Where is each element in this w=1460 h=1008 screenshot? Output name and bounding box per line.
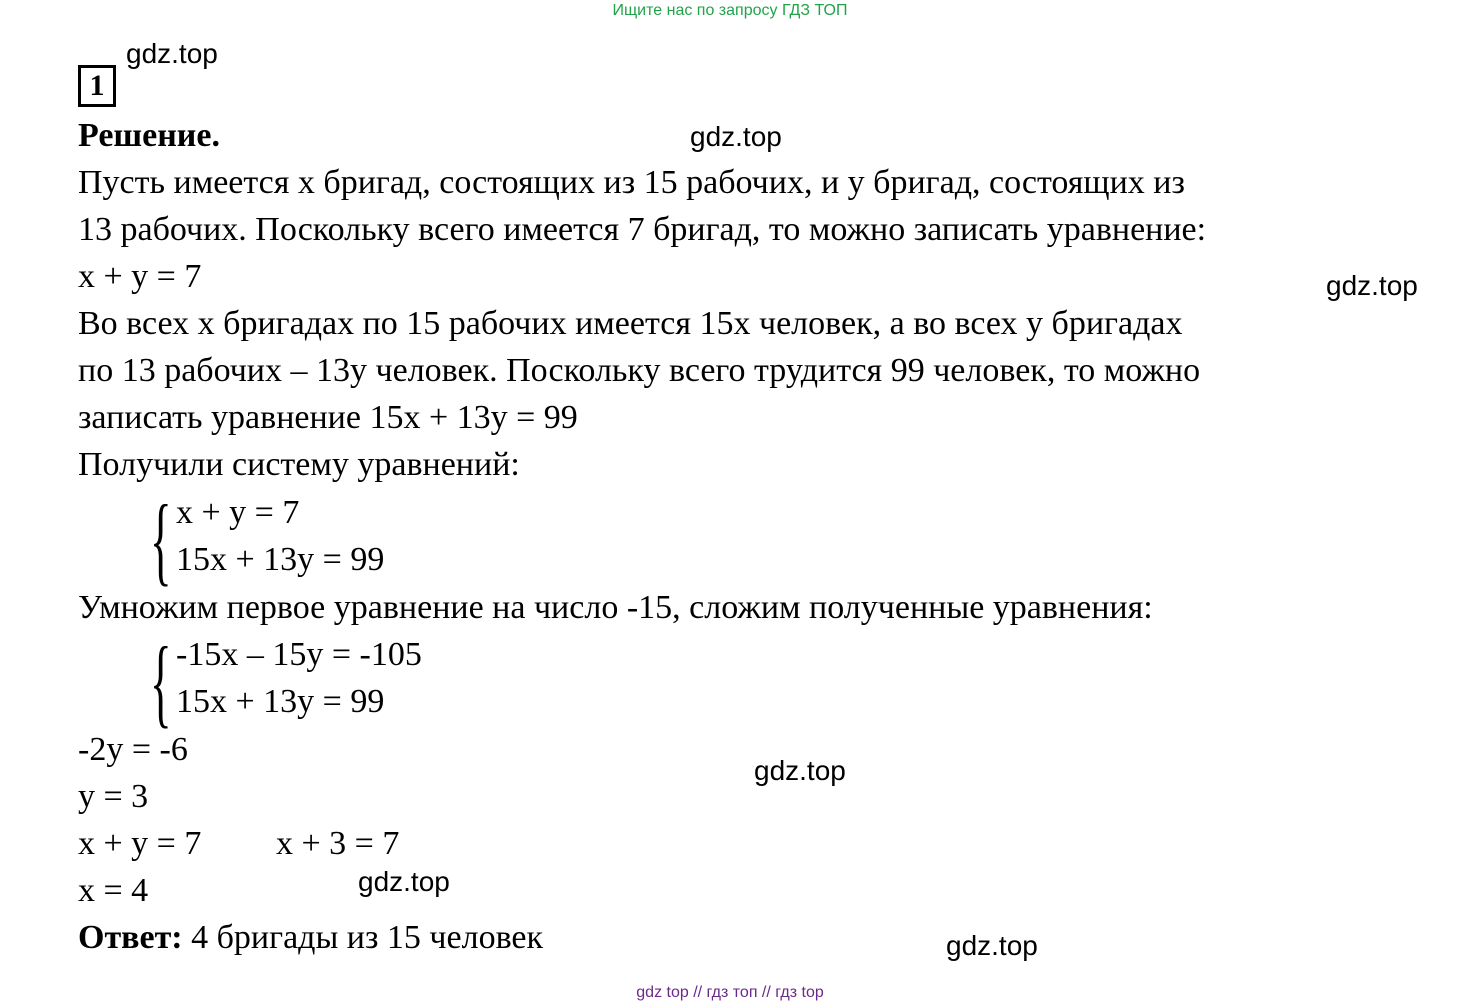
answer-label: Ответ:: [78, 919, 183, 956]
step-line: y = 3: [78, 778, 149, 815]
answer-value: 4 бригады из 15 человек: [191, 919, 544, 956]
text-line: записать уравнение 15x + 13y = 99: [78, 399, 578, 436]
watermark: gdz.top: [754, 755, 846, 786]
task-number: 1: [78, 65, 116, 107]
bottom-banner: gdz top // гдз топ // гдз top: [636, 984, 824, 1001]
watermark: gdz.top: [358, 866, 450, 897]
watermark: gdz.top: [1326, 270, 1418, 301]
system-equation: 15x + 13y = 99: [176, 683, 385, 720]
step-line: x + y = 7: [78, 825, 202, 862]
system-brace: {: [150, 484, 172, 595]
watermark: gdz.top: [946, 930, 1038, 961]
system-equation: x + y = 7: [176, 494, 300, 531]
top-banner: Ищите нас по запросу ГДЗ ТОП: [612, 2, 848, 19]
step-line: -2y = -6: [78, 731, 188, 768]
text-line: Умножим первое уравнение на число -15, сложим полученные уравнения:: [78, 589, 1153, 626]
text-line: Пусть имеется x бригад, состоящих из 15 рабочих, и y бригад, состоящих из: [78, 164, 1185, 201]
step-line: x + 3 = 7: [276, 825, 400, 862]
watermark: gdz.top: [126, 38, 218, 69]
step-line: x = 4: [78, 872, 149, 909]
text-line: Во всех x бригадах по 15 рабочих имеется 15x человек, а во всех y бригадах: [78, 305, 1183, 342]
text-line: по 13 рабочих – 13y человек. Поскольку всего трудится 99 человек, то можно: [78, 352, 1201, 389]
system-equation: 15x + 13y = 99: [176, 541, 385, 578]
text-line: 13 рабочих. Поскольку всего имеется 7 бригад, то можно записать уравнение:: [78, 211, 1207, 248]
equation-line: x + y = 7: [78, 258, 202, 295]
solution-heading: Решение.: [78, 117, 220, 154]
watermark: gdz.top: [690, 121, 782, 152]
text-line: Получили систему уравнений:: [78, 446, 520, 483]
answer-line: [78, 918, 543, 958]
system-brace: {: [150, 626, 172, 737]
system-equation: -15x – 15y = -105: [176, 636, 422, 673]
